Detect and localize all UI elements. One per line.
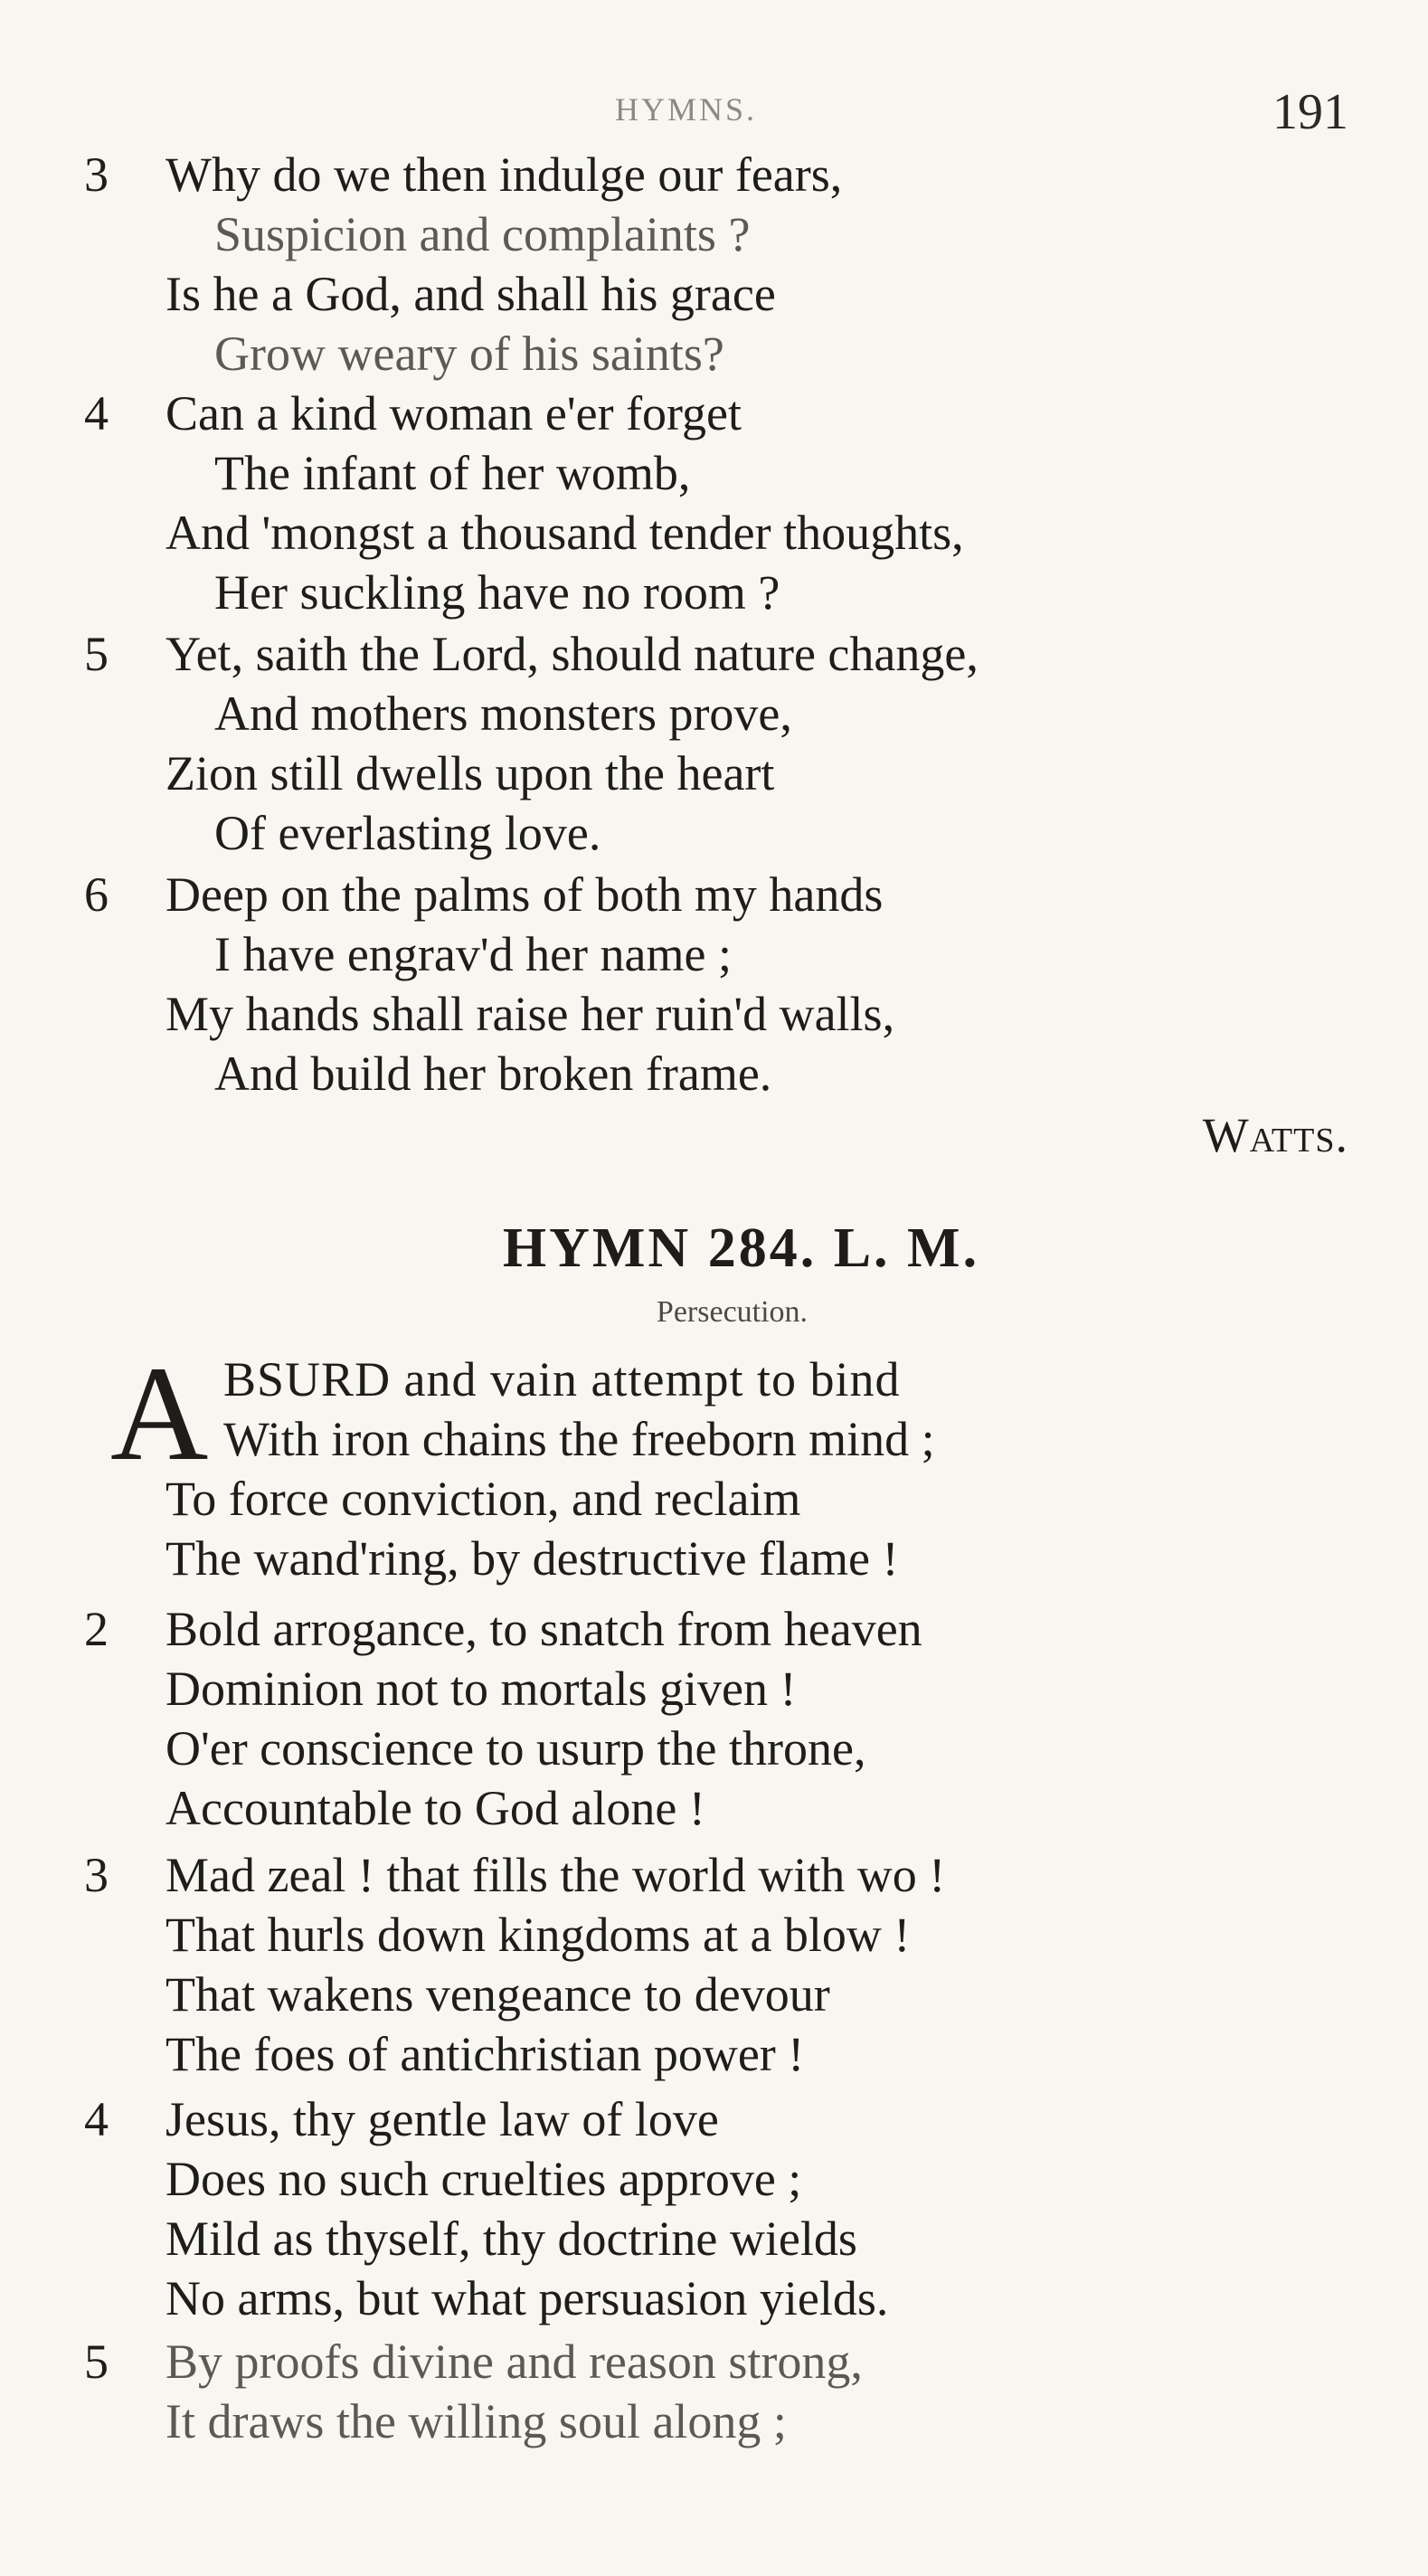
author-attribution: Watts. bbox=[1202, 1108, 1348, 1162]
stanza-number: 5 bbox=[84, 2334, 109, 2389]
stanza-line: The wand'ring, by destructive flame ! bbox=[165, 1531, 899, 1586]
hymn-subtitle: Persecution. bbox=[656, 1295, 809, 1329]
running-header: HYMNS. bbox=[615, 91, 758, 128]
stanza-number: 5 bbox=[84, 627, 109, 681]
page-number: 191 bbox=[1272, 84, 1348, 140]
stanza-number: 3 bbox=[84, 147, 109, 202]
drop-cap: A bbox=[110, 1339, 209, 1489]
stanza-number: 2 bbox=[84, 1602, 109, 1656]
stanza-number: 6 bbox=[84, 867, 109, 922]
stanza-line: To force conviction, and reclaim bbox=[165, 1472, 801, 1526]
stanza-line: With iron chains the freeborn mind ; bbox=[223, 1412, 935, 1466]
stanza-number: 4 bbox=[84, 386, 109, 440]
stanza-line: BSURD and vain attempt to bind bbox=[223, 1352, 901, 1406]
hymn-title: HYMN 284. L. M. bbox=[502, 1217, 980, 1279]
stanza-number: 4 bbox=[84, 2092, 109, 2146]
book-page: HYMNS. 191 3 Why do we then indulge our fears, Suspicion and complaints ? Is he a God, and shall his grace Grow weary of his saints? 4 Can a kind woman e'er forget The infant of her womb, And 'mongst a thousand tender thoughts, Her suckling have no room ? 5 Yet, saith the Lord, should nature change, And mothers monsters prove, Zion still dwells upon the heart Of everlasting love. 6 Deep on the palms of both my hands I have engrav'd her name ; My hands shall raise her ruin'd walls, And build her broken frame. Watts. HYMN 284. L. M. Persecution. A BSURD and vain attempt to bind With iron chains the freeborn mind ; To force conviction, and reclaim The wand'ring, by destructive flame ! 2 Bold arrogance, to snatch from heaven Dominion not to mortals given ! O'er conscience to usurp the throne, Accountable to God alone ! 3 Mad zeal ! that fills the world with wo ! That hurls down kingdoms at a blow ! That wakens vengeance to devour The foes of antichristian power ! 4 Jesus, thy gentle law of love Does no such cruelties approve ; Mild as thyself, thy doctrine wields No arms, but what persuasion yields. 5 By proofs divine and reason strong, It draws the willing soul along ; bbox=[0, 0, 1428, 2576]
stanza-number: 3 bbox=[84, 1848, 109, 1902]
